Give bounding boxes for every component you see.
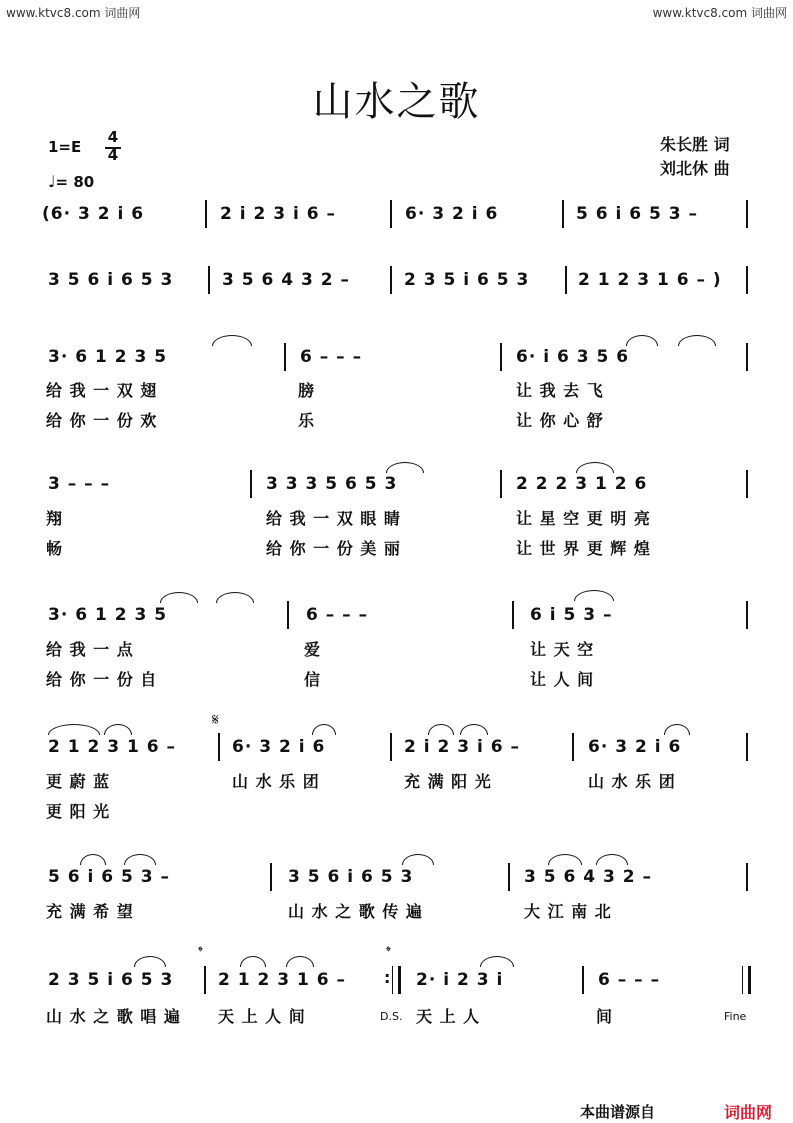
slur bbox=[386, 462, 424, 473]
slur bbox=[402, 854, 434, 865]
notes-row-7-measure-3: 3 5 6 4 3 2 – bbox=[524, 867, 652, 887]
tempo-value: = 80 bbox=[55, 173, 95, 191]
barline bbox=[512, 601, 514, 629]
segno-icon: 𝄋 bbox=[212, 710, 219, 729]
lyrics-row-4-verse-1-a: 翔 bbox=[46, 509, 64, 528]
composer-credit: 刘北休 曲 bbox=[660, 159, 730, 178]
slur bbox=[574, 590, 614, 601]
lyrics-row-4-verse-1-c: 让 星 空 更 明 亮 bbox=[516, 509, 651, 528]
barline bbox=[500, 470, 502, 498]
barline bbox=[390, 200, 392, 228]
lyrics-row-4-verse-2-c: 让 世 界 更 辉 煌 bbox=[516, 539, 651, 558]
watermark-right: www.ktvc8.com 词曲网 bbox=[652, 6, 787, 20]
barline bbox=[746, 266, 748, 294]
notes-row-4-measure-3: 2 2 2 3 1 2 6 bbox=[516, 474, 648, 494]
tempo-mark bbox=[48, 172, 94, 191]
lyrics-row-5-verse-2-a: 给 你 一 份 自 bbox=[46, 670, 158, 689]
lyricist-credit: 朱长胜 词 bbox=[660, 135, 730, 154]
key-signature: 1=E bbox=[48, 138, 82, 156]
barline bbox=[582, 966, 584, 994]
lyrics-row-5-verse-2-c: 让 人 间 bbox=[530, 670, 595, 689]
barline bbox=[204, 966, 206, 994]
lyrics-row-5-verse-2-b: 信 bbox=[304, 670, 322, 689]
lyrics-row-3-verse-1-c: 让 我 去 飞 bbox=[516, 381, 604, 400]
slur bbox=[626, 335, 658, 346]
repeat-end-sign: : bbox=[384, 968, 391, 987]
lyrics-row-6-verse-1-a: 更 蔚 蓝 bbox=[46, 772, 111, 791]
notes-row-3-measure-2: 6 – – – bbox=[300, 347, 363, 367]
quarter-note-icon: ♩ bbox=[48, 172, 56, 191]
slur bbox=[124, 854, 156, 865]
slur bbox=[48, 724, 100, 735]
footer-brand-link[interactable]: 词曲网 bbox=[724, 1103, 773, 1122]
notes-row-4-measure-1: 3 – – – bbox=[48, 474, 111, 494]
lyrics-row-8-verse-1-d: 间 bbox=[596, 1007, 614, 1026]
slur bbox=[240, 956, 266, 967]
lyrics-row-6-verse-2-a: 更 阳 光 bbox=[46, 802, 111, 821]
barline bbox=[746, 863, 748, 891]
notes-row-1-measure-3: 6· 3 2 i 6 bbox=[405, 204, 499, 224]
lyrics-row-7-verse-1-c: 大 江 南 北 bbox=[524, 902, 612, 921]
slur bbox=[576, 462, 614, 473]
slur bbox=[212, 335, 252, 346]
time-signature-bottom: 4 bbox=[107, 146, 119, 164]
notes-row-1-measure-4: 5 6 i 6 5 3 – bbox=[576, 204, 698, 224]
notes-row-6-measure-2: 6· 3 2 i 6 bbox=[232, 737, 326, 757]
slur bbox=[548, 854, 582, 865]
notes-row-2-measure-2: 3 5 6 4 3 2 – bbox=[222, 270, 350, 290]
lyrics-row-5-verse-1-b: 爱 bbox=[304, 640, 322, 659]
notes-row-7-measure-2: 3 5 6 i 6 5 3 bbox=[288, 867, 414, 887]
notes-row-2-measure-1: 3 5 6 i 6 5 3 bbox=[48, 270, 174, 290]
lyrics-row-5-verse-1-c: 让 天 空 bbox=[530, 640, 595, 659]
notes-row-6-measure-3: 2 i 2 3 i 6 – bbox=[404, 737, 520, 757]
notes-row-2-measure-3: 2 3 5 i 6 5 3 bbox=[404, 270, 530, 290]
barline bbox=[250, 470, 252, 498]
notes-row-5-measure-3: 6 i 5 3 – bbox=[530, 605, 613, 625]
notes-row-7-measure-1: 5 6 i 6 5 3 – bbox=[48, 867, 170, 887]
lyrics-row-7-verse-1-a: 充 满 希 望 bbox=[46, 902, 134, 921]
lyrics-row-3-verse-2-b: 乐 bbox=[298, 411, 316, 430]
barline bbox=[746, 733, 748, 761]
lyrics-row-6-verse-1-c: 充 满 阳 光 bbox=[404, 772, 492, 791]
barline bbox=[562, 200, 564, 228]
slur bbox=[80, 854, 106, 865]
lyrics-row-6-verse-1-d: 山 水 乐 团 bbox=[588, 772, 676, 791]
slur bbox=[596, 854, 628, 865]
slur bbox=[216, 592, 254, 603]
lyrics-row-4-verse-2-b: 给 你 一 份 美 丽 bbox=[266, 539, 401, 558]
barline bbox=[565, 266, 567, 294]
lyrics-row-7-verse-1-b: 山 水 之 歌 传 遍 bbox=[288, 902, 423, 921]
notes-row-8-measure-4: 6 – – – bbox=[598, 970, 661, 990]
lyrics-row-6-verse-1-b: 山 水 乐 团 bbox=[232, 772, 320, 791]
slur bbox=[312, 724, 336, 735]
notes-row-2-measure-4: 2 1 2 3 1 6 – ) bbox=[578, 270, 722, 290]
slur bbox=[428, 724, 454, 735]
footer-source: 本曲谱源自 bbox=[580, 1103, 656, 1121]
coda-icon: 𝄌 bbox=[386, 944, 391, 960]
slur bbox=[104, 724, 132, 735]
lyrics-row-8-verse-1-b: 天 上 人 间 bbox=[218, 1007, 306, 1026]
watermark-left: www.ktvc8.com 词曲网 bbox=[6, 6, 141, 20]
notes-row-6-measure-1: 2 1 2 3 1 6 – bbox=[48, 737, 176, 757]
notes-row-1-measure-2: 2 i 2 3 i 6 – bbox=[220, 204, 336, 224]
lyrics-row-4-verse-1-b: 给 我 一 双 眼 睛 bbox=[266, 509, 401, 528]
barline bbox=[205, 200, 207, 228]
notes-row-8-measure-3: 2· i 2 3 i bbox=[416, 970, 504, 990]
barline bbox=[572, 733, 574, 761]
notes-row-3-measure-3: 6· i 6 3 5 6 bbox=[516, 347, 630, 367]
notes-row-5-measure-2: 6 – – – bbox=[306, 605, 369, 625]
slur bbox=[480, 956, 514, 967]
lyrics-row-3-verse-1-b: 膀 bbox=[298, 381, 316, 400]
slur bbox=[286, 956, 314, 967]
slur bbox=[134, 956, 166, 967]
barline bbox=[218, 733, 220, 761]
notes-row-8-measure-1: 2 3 5 i 6 5 3 bbox=[48, 970, 174, 990]
notes-row-4-measure-2: 3 3 3 5 6 5 3 bbox=[266, 474, 398, 494]
notes-row-6-measure-4: 6· 3 2 i 6 bbox=[588, 737, 682, 757]
slur bbox=[460, 724, 488, 735]
barline bbox=[746, 470, 748, 498]
lyrics-row-3-verse-1-a: 给 我 一 双 翅 bbox=[46, 381, 158, 400]
barline bbox=[500, 343, 502, 371]
barline bbox=[746, 200, 748, 228]
lyrics-row-4-verse-2-a: 畅 bbox=[46, 539, 64, 558]
notes-row-1-measure-1: (6· 3 2 i 6 bbox=[42, 204, 145, 224]
lyrics-row-5-verse-1-a: 给 我 一 点 bbox=[46, 640, 134, 659]
notes-row-8-measure-2: 2 1 2 3 1 6 – bbox=[218, 970, 346, 990]
fine-label: Fine bbox=[724, 1010, 747, 1023]
barline bbox=[746, 601, 748, 629]
ds-label: D.S. bbox=[380, 1010, 403, 1023]
slur bbox=[664, 724, 690, 735]
repeat-barline bbox=[392, 966, 401, 994]
lyrics-row-8-verse-1-c: 天 上 人 bbox=[416, 1007, 481, 1026]
coda-icon: 𝄌 bbox=[198, 944, 203, 960]
barline bbox=[746, 343, 748, 371]
barline bbox=[270, 863, 272, 891]
notes-row-3-measure-1: 3· 6 1 2 3 5 bbox=[48, 347, 168, 367]
barline bbox=[390, 266, 392, 294]
barline bbox=[390, 733, 392, 761]
notes-row-5-measure-1: 3· 6 1 2 3 5 bbox=[48, 605, 168, 625]
barline bbox=[508, 863, 510, 891]
time-signature-top: 4 bbox=[107, 128, 119, 146]
barline bbox=[208, 266, 210, 294]
lyrics-row-8-verse-1-a: 山 水 之 歌 唱 遍 bbox=[46, 1007, 181, 1026]
barline bbox=[284, 343, 286, 371]
song-title: 山水之歌 bbox=[312, 79, 481, 125]
barline bbox=[287, 601, 289, 629]
final-barline bbox=[742, 966, 751, 994]
lyrics-row-3-verse-2-c: 让 你 心 舒 bbox=[516, 411, 604, 430]
lyrics-row-3-verse-2-a: 给 你 一 份 欢 bbox=[46, 411, 158, 430]
slur bbox=[678, 335, 716, 346]
slur bbox=[160, 592, 198, 603]
